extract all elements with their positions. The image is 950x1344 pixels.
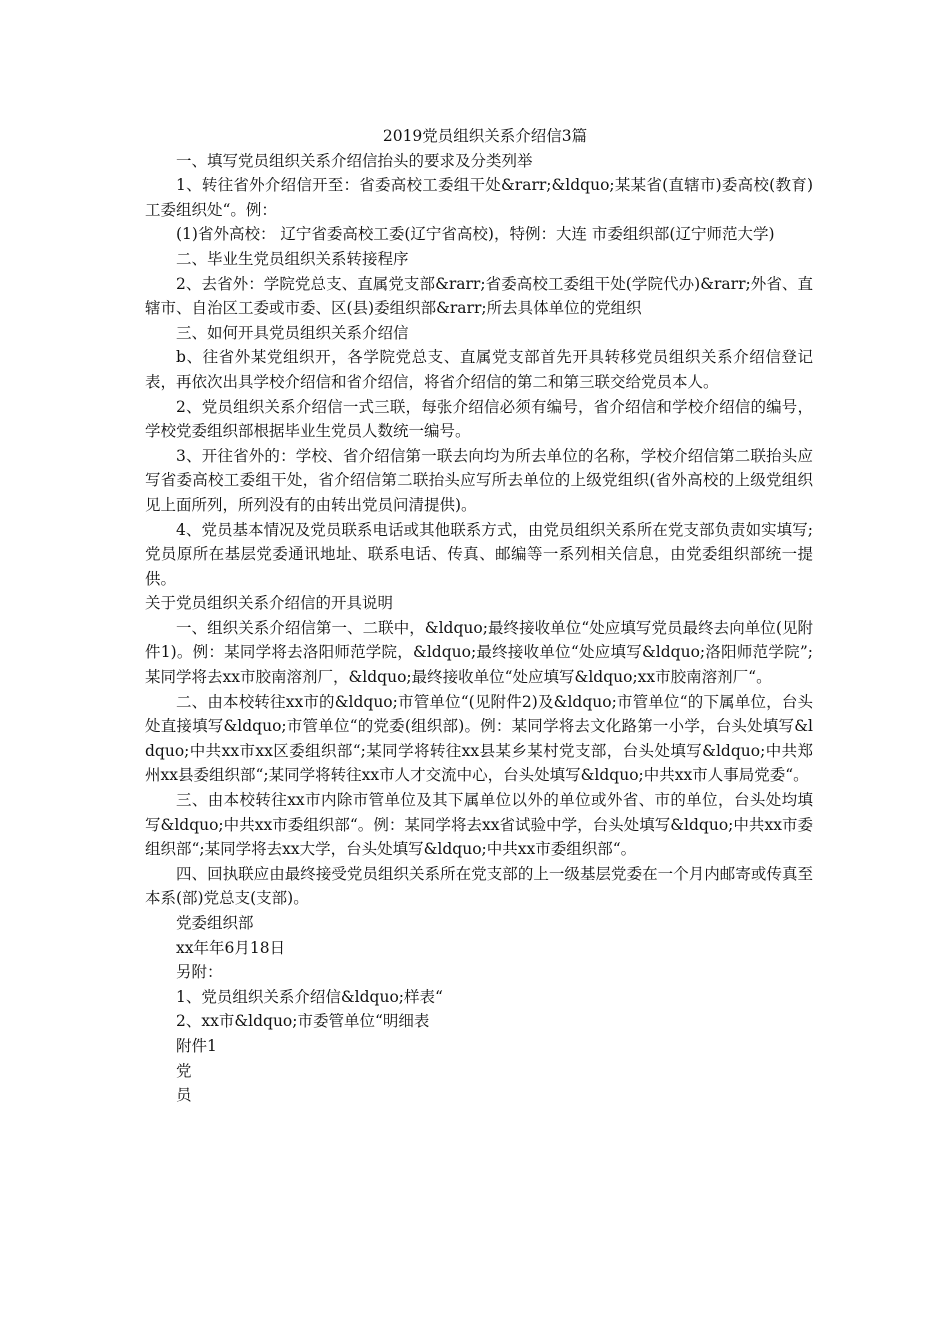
paragraph: b、往省外某党组织开，各学院党总支、直属党支部首先开具转移党员组织关系介绍信登记表，再依次出具学校介绍信和省介绍信，将省介绍信的第二和第三联交给党员本人。 [145,348,813,391]
paragraph: 三、由本校转往xx市内除市管单位及其下属单位以外的单位或外省、市的单位，台头处均填写&ldquo;中共xx市委组织部“。例：某同学将去xx省试验中学，台头处填写&ldquo;中共xx市委组织部“;某同学将去xx大学，台头处填写&ldquo;中共xx市委组织部“。 [145,791,813,859]
paragraph: 3、开往省外的：学校、省介绍信第一联去向均为所去单位的名称，学校介绍信第二联抬头应写省委高校工委组干处，省介绍信第二联抬头应写所去单位的上级党组织(省外高校的上级党组织见上面所列，所列没有的由转出党员问清提供)。 [145,446,813,514]
paragraph: 1、党员组织关系介绍信&ldquo;样表“ [176,987,443,1006]
paragraph: 4、党员基本情况及党员联系电话或其他联系方式，由党员组织关系所在党支部负责如实填写;党员原所在基层党委通讯地址、联系电话、传真、邮编等一系列相关信息，由党委组织部统一提供。 [145,520,813,588]
paragraph: xx年年6月18日 [176,938,286,957]
paragraph: 一、填写党员组织关系介绍信抬头的要求及分类列举 [176,151,533,170]
paragraph: 一、组织关系介绍信第一、二联中，&ldquo;最终接收单位“处应填写党员最终去向单位(见附件1)。例：某同学将去洛阳师范学院，&ldquo;最终接收单位“处应填写&ldquo;洛阳师范学院”;某同学将去xx市胶南溶剂厂，&ldquo;最终接收单位“处应填写&ldquo;xx市胶南溶剂厂“。 [145,618,813,687]
paragraph: 2、xx市&ldquo;市委管单位“明细表 [176,1012,430,1031]
paragraph: 2、党员组织关系介绍信一式三联，每张介绍信必须有编号，省介绍信和学校介绍信的编号，学校党委组织部根据毕业生党员人数统一编号。 [145,397,813,441]
paragraph: 1、转往省外介绍信开至：省委高校工委组干处&rarr;&ldquo;某某省(直辖市)委高校(教育)工委组织处“。例： [145,176,813,219]
document-page [145,124,813,1108]
paragraph: (1)省外高校： 辽宁省委高校工委(辽宁省高校)，特例：大连 市委组织部(辽宁师范大学) [176,225,775,244]
paragraph: 附件1 [176,1036,217,1055]
paragraph: 党委组织部 [176,914,254,932]
paragraph: 二、毕业生党员组织关系转接程序 [176,249,409,268]
paragraph: 三、如何开具党员组织关系介绍信 [176,323,409,342]
paragraph: 四、回执联应由最终接受党员组织关系所在党支部的上一级基层党委在一个月内邮寄或传真至本系(部)党总支(支部)。 [145,864,813,908]
document-title: 2019党员组织关系介绍信3篇 [382,127,588,145]
paragraph: 党 [176,1061,192,1080]
paragraph: 员 [176,1086,192,1105]
paragraph: 关于党员组织关系介绍信的开具说明 [145,594,394,613]
paragraph: 二、由本校转往xx市的&ldquo;市管单位“(见附件2)及&ldquo;市管单位“的下属单位，台头处直接填写&ldquo;市管单位“的党委(组织部)。例：某同学将去文化路第一小学，台头处填写&ldquo;中共xx市xx区委组织部“;某同学将转往xx县某乡某村党支部，台头处填写&ldquo;中共郑州xx县委组织部“;某同学将转往xx市人才交流中心，台头处填写&ldquo;中共xx市人事局党委“。 [145,692,813,785]
document-body [145,149,813,1108]
paragraph: 2、去省外：学院党总支、直属党支部&rarr;省委高校工委组干处(学院代办)&rarr;外省、直辖市、自治区工委或市委、区(县)委组织部&rarr;所去具体单位的党组织 [145,274,813,318]
paragraph: 另附： [176,963,223,982]
